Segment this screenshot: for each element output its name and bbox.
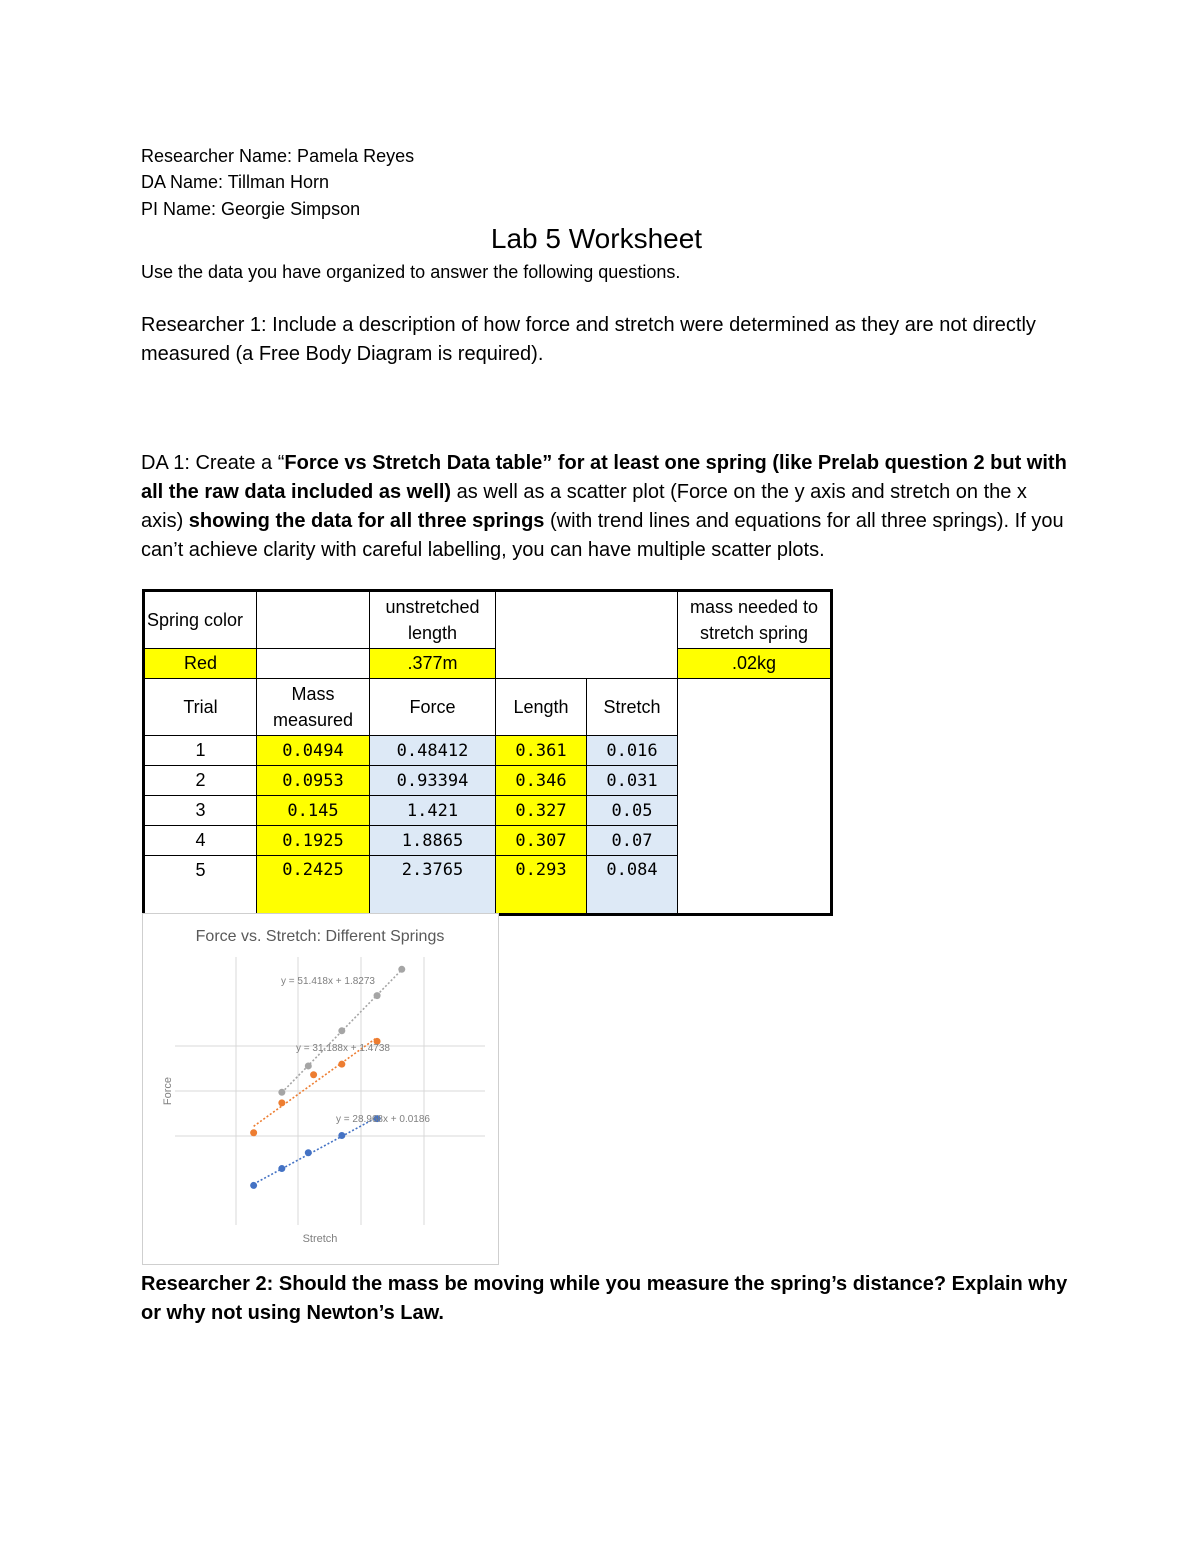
- chart-svg: [143, 914, 498, 1264]
- force-cell: 1.8865: [370, 826, 496, 856]
- empty-cell: [678, 679, 832, 915]
- question-researcher-2: [141, 1270, 1071, 1328]
- da1-part-2: as well as a scatter plot (Force on the y axis and stretch on the x axis): [141, 481, 1027, 532]
- empty-cell: [257, 649, 370, 679]
- force-cell: 0.93394: [370, 766, 496, 796]
- header-force: Force: [370, 679, 496, 736]
- data-point: [338, 1132, 345, 1139]
- length-cell: 0.293: [496, 856, 587, 915]
- trendline-equation: y = 28.968x + 0.0186: [336, 1114, 430, 1125]
- mass-cell: 0.0494: [257, 736, 370, 766]
- trendline-equation: y = 51.418x + 1.8273: [281, 976, 375, 987]
- trial-cell: 4: [144, 826, 257, 856]
- trendline: [254, 1117, 377, 1184]
- data-point: [305, 1062, 312, 1069]
- page-title: Lab 5 Worksheet: [490, 223, 703, 254]
- chart-title: Force vs. Stretch: Different Springs: [195, 928, 445, 945]
- da1-part-1: DA 1: Create a “: [141, 452, 285, 474]
- mass-cell: 0.0953: [257, 766, 370, 796]
- force-cell: 0.48412: [370, 736, 496, 766]
- data-point: [250, 1182, 257, 1189]
- scatter-chart: [142, 913, 499, 1265]
- header-stretch: Stretch: [587, 679, 678, 736]
- stretch-cell: 0.084: [587, 856, 678, 915]
- spring-color-value: Red: [144, 649, 257, 679]
- empty-cell: [257, 591, 370, 649]
- data-point: [250, 1129, 257, 1136]
- question-researcher-1: Researcher 1: Include a description of how force and stretch were determined as they are not directly measured (a Free Body Diagram is required).: [141, 314, 1036, 365]
- data-point: [310, 1071, 317, 1078]
- mass-needed-value: .02kg: [678, 649, 832, 679]
- unstretched-length-label: unstretched length: [370, 591, 496, 649]
- da1-bold-1: Force vs Stretch Data table” for at least one spring (like Prelab question 2 but with all the raw data included as well): [141, 452, 1067, 503]
- chart-marks: [250, 966, 430, 1189]
- length-cell: 0.307: [496, 826, 587, 856]
- mass-cell: 0.2425: [257, 856, 370, 915]
- mass-cell: 0.145: [257, 796, 370, 826]
- header-mass: Mass measured: [257, 679, 370, 736]
- trial-cell: 2: [144, 766, 257, 796]
- force-cell: 2.3765: [370, 856, 496, 915]
- question-da-1: [141, 449, 1071, 565]
- data-point: [305, 1149, 312, 1156]
- stretch-cell: 0.07: [587, 826, 678, 856]
- data-point: [278, 1165, 285, 1172]
- x-axis-label: Stretch: [302, 1233, 338, 1245]
- y-axis-label: Force: [162, 1076, 174, 1106]
- trial-cell: 5: [144, 856, 257, 915]
- stretch-cell: 0.016: [587, 736, 678, 766]
- da1-part-3: (with trend lines and equations for all three springs). If you can’t achieve clarity with careful labelling, you can have multiple scatter plots.: [141, 510, 1064, 561]
- mass-needed-label: mass needed to stretch spring: [678, 591, 832, 649]
- data-point: [398, 966, 405, 973]
- question-researcher-2-text: Researcher 2: Should the mass be moving while you measure the spring’s distance? Explain why or why not using Newton’s Law.: [141, 1273, 1068, 1324]
- length-cell: 0.327: [496, 796, 587, 826]
- force-cell: 1.421: [370, 796, 496, 826]
- trial-cell: 1: [144, 736, 257, 766]
- mass-cell: 0.1925: [257, 826, 370, 856]
- data-point: [374, 992, 381, 999]
- trial-cell: 3: [144, 796, 257, 826]
- length-cell: 0.361: [496, 736, 587, 766]
- researcher-name: Researcher Name: Pamela Reyes: [141, 146, 415, 166]
- da-name: DA Name: Tillman Horn: [141, 172, 330, 192]
- data-point: [278, 1099, 285, 1106]
- header-trial: Trial: [144, 679, 257, 736]
- spring-color-label: Spring color: [144, 591, 257, 649]
- stretch-cell: 0.05: [587, 796, 678, 826]
- force-stretch-table: [142, 589, 833, 916]
- data-point: [278, 1089, 285, 1096]
- data-point: [338, 1061, 345, 1068]
- empty-cell: [496, 591, 678, 679]
- data-point: [338, 1027, 345, 1034]
- stretch-cell: 0.031: [587, 766, 678, 796]
- chart-grid: [175, 957, 485, 1225]
- trendline-equation: y = 31.188x + 1.4738: [296, 1043, 390, 1054]
- pi-name: PI Name: Georgie Simpson: [141, 199, 361, 219]
- length-cell: 0.346: [496, 766, 587, 796]
- unstretched-length-value: .377m: [370, 649, 496, 679]
- header-length: Length: [496, 679, 587, 736]
- intro-text: Use the data you have organized to answer the following questions.: [141, 262, 681, 282]
- da1-bold-2: showing the data for all three springs: [188, 510, 545, 532]
